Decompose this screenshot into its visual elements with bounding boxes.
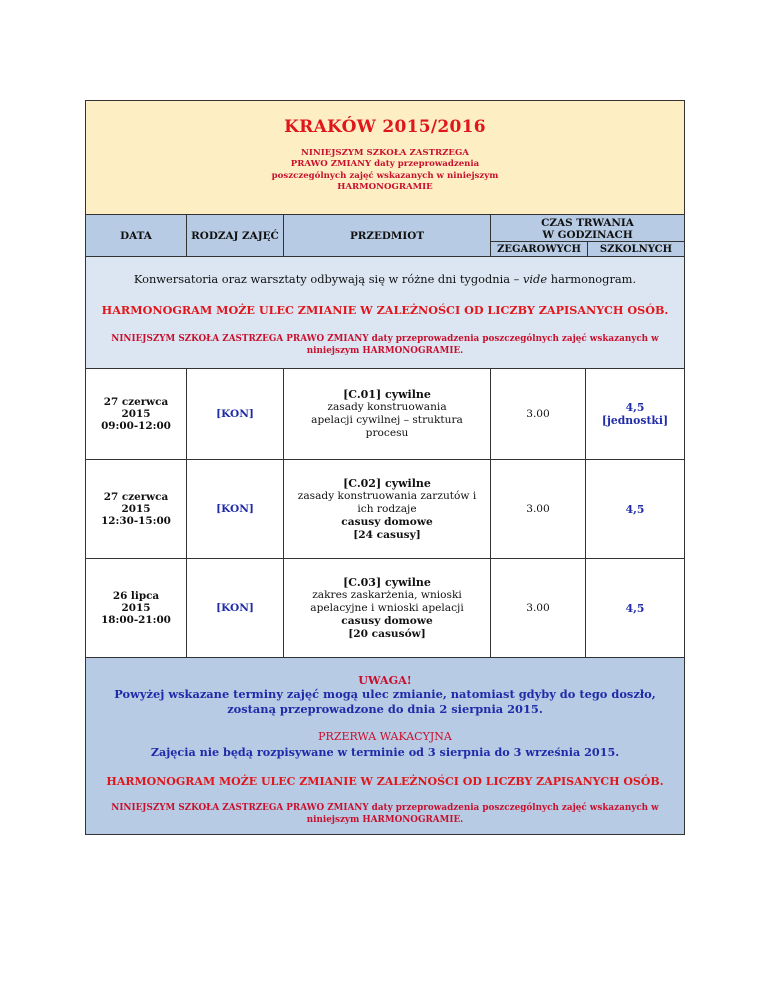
info-section [86, 257, 684, 369]
school-hours-cell: 4,5 [625, 502, 645, 516]
column-headers [86, 215, 684, 257]
subject-desc: apelacji cywilnej – struktura [311, 414, 463, 426]
reservation-notice: NINIEJSZYM SZKOŁA ZASTRZEGA PRAWO ZMIANY daty przeprowadzenia poszczególnych zajęć wskazanych w niniejszym HARMONOGRAMIE. [111, 334, 659, 356]
subject-cell [284, 559, 491, 657]
subject-code: [C.02] cywilne [343, 476, 431, 490]
notice-line: PRAWO ZMIANY daty przeprowadzenia [290, 159, 480, 170]
table-row [86, 559, 684, 658]
date-time: 12:30-15:00 [101, 515, 171, 528]
header-notice [86, 148, 684, 193]
document-header [86, 101, 684, 215]
school-hours-cell: 4,5 [625, 601, 645, 615]
column-header-duration [491, 215, 684, 256]
table-row [86, 369, 684, 460]
homework-label: casusy domowe [341, 515, 433, 528]
units-label: [jednostki] [601, 414, 669, 427]
subject-desc: zasady konstruowania zarzutów i [297, 489, 477, 502]
date-time: 18:00-21:00 [101, 614, 171, 627]
change-warning: HARMONOGRAM MOŻE ULEC ZMIANIE W ZALEŻNOŚCI OD LICZBY ZAPISANYCH OSÓB. [106, 775, 664, 788]
date-cell [86, 460, 187, 558]
column-header-subject: PRZEDMIOT [284, 215, 491, 256]
notice-line: poszczególnych zajęć wskazanych w niniejszym [271, 170, 499, 181]
summer-break-heading: PRZERWA WAKACYJNA [318, 730, 452, 743]
date-year: 2015 [121, 502, 151, 515]
date-cell [86, 559, 187, 657]
info-line [86, 257, 684, 286]
summer-break-text: Zajęcia nie będą rozpisywane w terminie od 3 sierpnia do 3 września 2015. [150, 745, 620, 759]
date-time: 09:00-12:00 [101, 420, 171, 433]
subject-desc: procesu [365, 427, 409, 439]
subject-desc: zakres zaskarżenia, wnioski [312, 588, 462, 601]
subject-desc: ich rodzaje [357, 502, 417, 515]
subject-desc: zasady konstruowania [327, 401, 447, 413]
footer-section [86, 658, 684, 834]
column-header-type: RODZAJ ZAJĘĆ [187, 215, 284, 256]
column-header-clock-hours: ZEGAROWYCH [491, 242, 588, 256]
info-text: harmonogram. [547, 272, 637, 286]
homework-count: [24 casusy] [353, 528, 421, 541]
schedule-change-notice: Powyżej wskazane terminy zajęć mogą ulec zmianie, natomiast gdyby do tego doszło, zostaną przeprowadzone do dnia 2 sierpnia 2015. [114, 687, 656, 716]
subject-code: [C.01] cywilne [343, 388, 431, 401]
date-year: 2015 [121, 407, 151, 420]
type-cell: [KON] [187, 369, 284, 459]
notice-line: HARMONOGRAMIE [337, 181, 433, 192]
column-header-date: DATA [86, 215, 187, 256]
school-hours-cell [586, 369, 684, 459]
homework-count: [20 casusów] [348, 627, 426, 640]
subject-code: [C.03] cywilne [343, 575, 431, 589]
date-cell [86, 369, 187, 459]
page-title: KRAKÓW 2015/2016 [284, 117, 486, 137]
date-day: 27 czerwca [103, 395, 169, 408]
clock-hours-cell: 3.00 [491, 559, 586, 657]
schedule-document [85, 100, 685, 835]
duration-subtitle: W GODZINACH [542, 228, 633, 241]
homework-label: casusy domowe [341, 614, 433, 627]
notice-line: NINIEJSZYM SZKOŁA ZASTRZEGA [301, 148, 469, 158]
reservation-notice: NINIEJSZYM SZKOŁA ZASTRZEGA PRAWO ZMIANY daty przeprowadzenia poszczególnych zajęć wskazanych w niniejszym HARMONOGRAMIE. [111, 803, 659, 825]
change-warning: HARMONOGRAM MOŻE ULEC ZMIANIE W ZALEŻNOŚCI OD LICZBY ZAPISANYCH OSÓB. [101, 303, 669, 317]
duration-title: CZAS TRWANIA [541, 216, 634, 229]
units-value: 4,5 [625, 401, 645, 414]
date-day: 26 lipca [112, 589, 160, 602]
warning-heading: UWAGA! [358, 673, 412, 687]
type-cell: [KON] [187, 460, 284, 558]
clock-hours-cell: 3.00 [491, 460, 586, 558]
subject-cell [284, 369, 491, 459]
clock-hours-cell: 3.00 [491, 369, 586, 459]
date-day: 27 czerwca [103, 490, 169, 503]
info-italic: vide [522, 272, 548, 286]
subject-cell [284, 460, 491, 558]
column-header-school-hours: SZKOLNYCH [599, 243, 673, 255]
date-year: 2015 [121, 601, 151, 614]
info-text: Konwersatoria oraz warsztaty odbywają się w różne dni tygodnia – [133, 272, 523, 286]
table-row [86, 460, 684, 559]
subject-desc: apelacyjne i wnioski apelacji [310, 601, 464, 614]
type-cell: [KON] [187, 559, 284, 657]
